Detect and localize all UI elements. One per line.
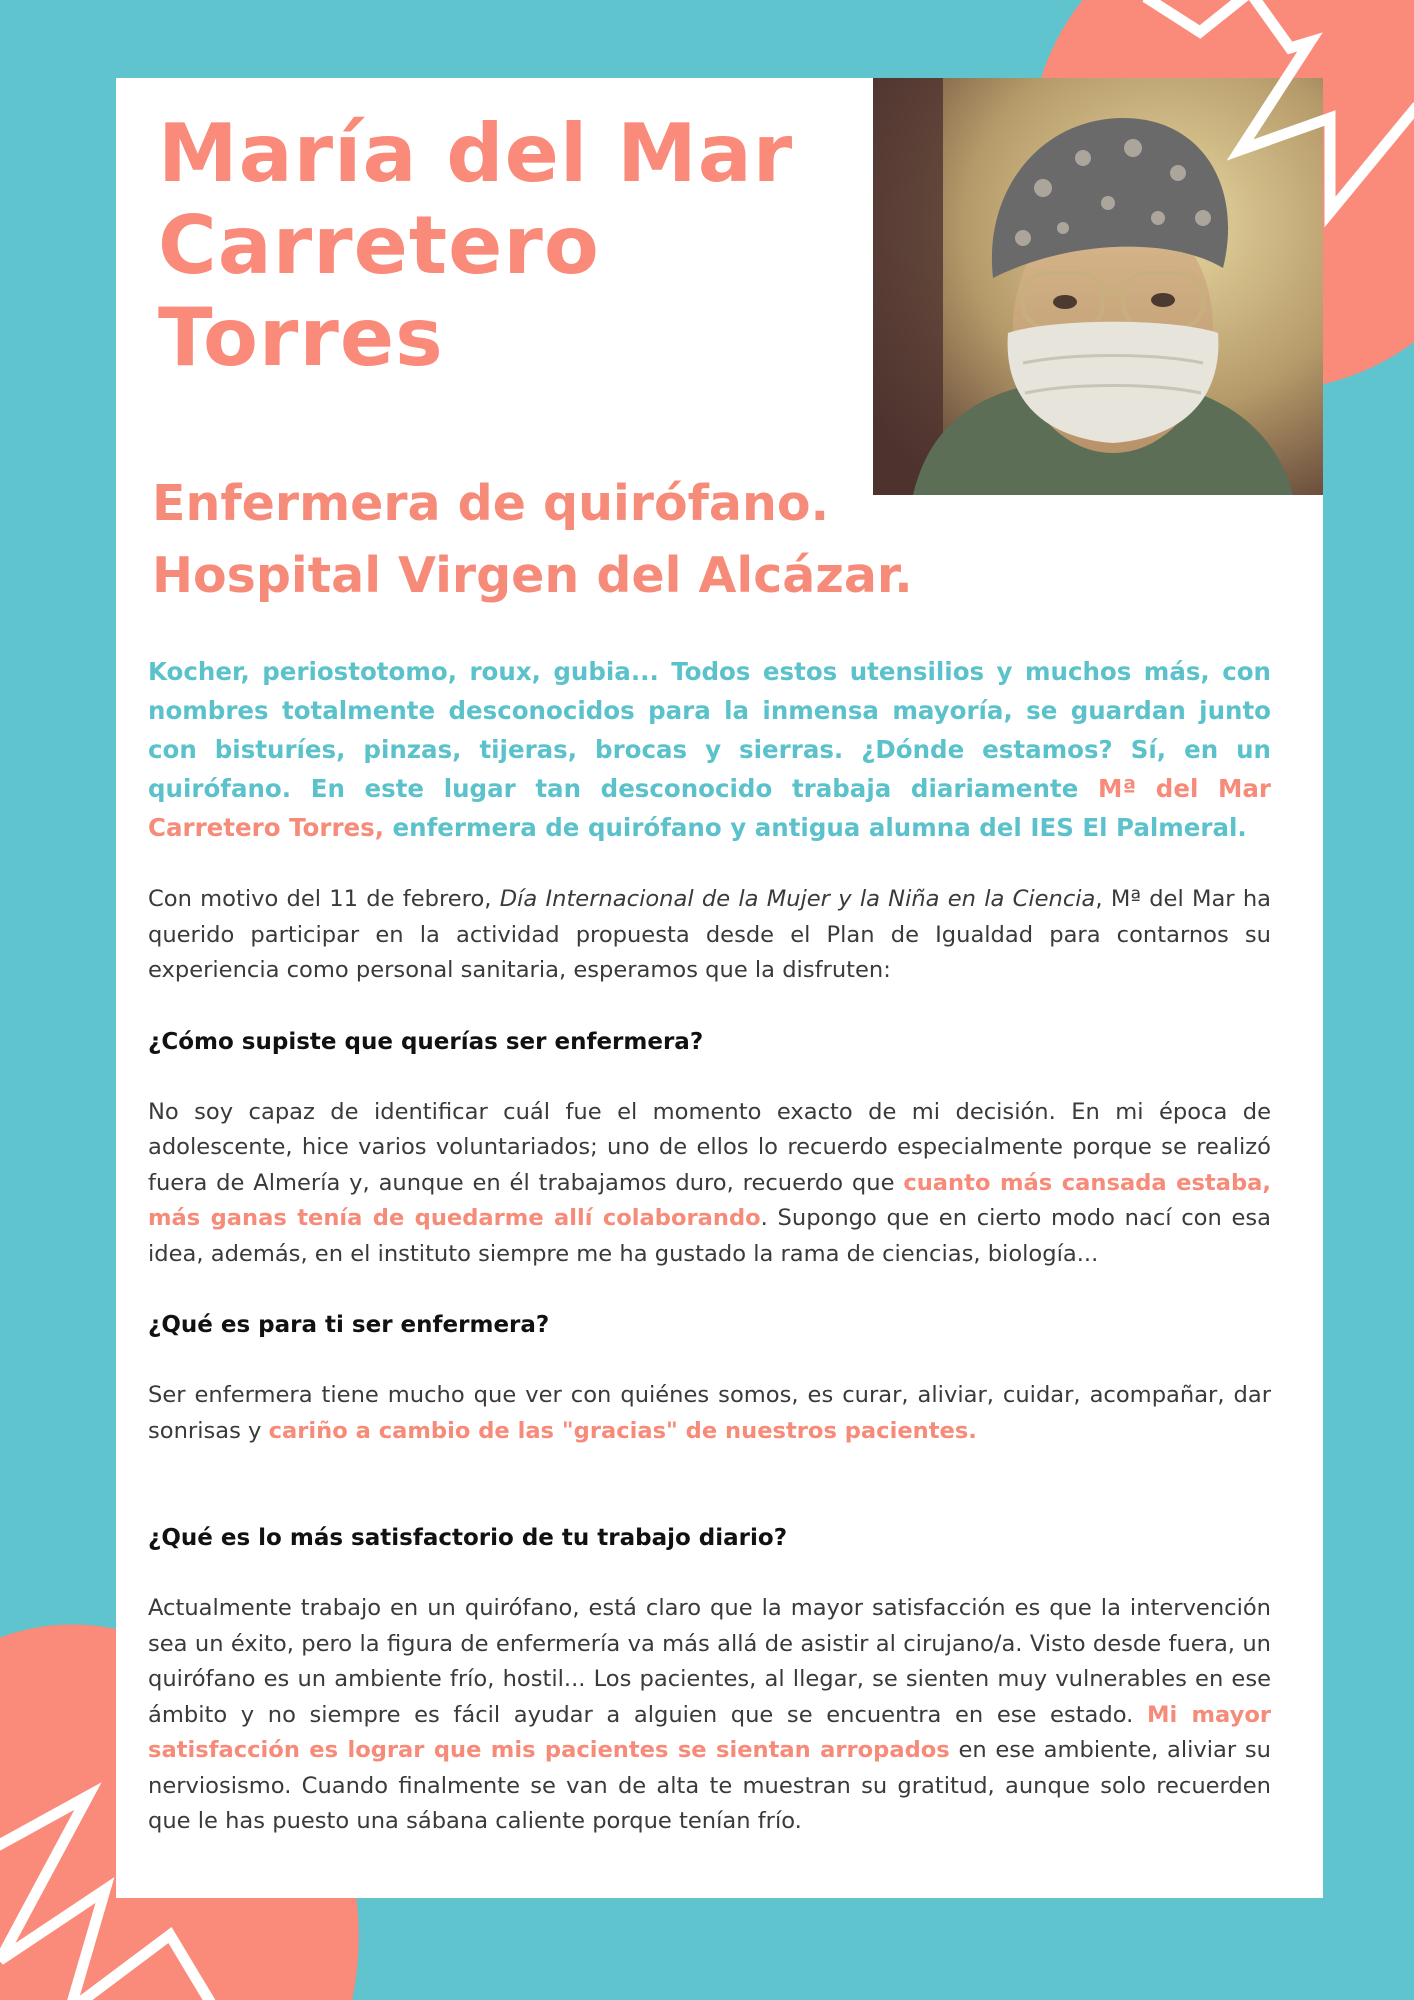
answer-3 (148, 1591, 1271, 1840)
person-name (158, 108, 858, 384)
name-line-2: Carretero (158, 199, 600, 292)
subtitle-line-1: Enfermera de quirófano. (152, 475, 830, 532)
answer-2 (148, 1378, 1271, 1449)
job-subtitle (152, 468, 1272, 612)
intro-highlight: Mª del Mar Carretero Torres, (148, 774, 1271, 842)
answer-2-highlight: cariño a cambio de las "gracias" de nuestros pacientes. (268, 1417, 977, 1444)
name-line-3: Torres (158, 291, 444, 384)
intro-text-2: enfermera de quirófano y antigua alumna del IES El Palmeral. (384, 813, 1247, 842)
context-paragraph (148, 882, 1271, 989)
question-3: ¿Qué es lo más satisfactorio de tu trabajo diario? (148, 1525, 788, 1551)
question-2: ¿Qué es para ti ser enfermera? (148, 1312, 550, 1338)
intro-text-1: Kocher, periostotomo, roux, gubia... Todos estos utensilios y muchos más, con nombres totalmente desconocidos para la inmensa mayoría, se guardan junto con bisturíes, pinzas, tijeras, brocas y sierras. ¿Dónde estamos? Sí, en un quirófano. En este lugar tan desconocido trabaja diariamente (148, 657, 1271, 803)
answer-3-text-2: en ese ambiente, aliviar su nerviosismo. Cuando finalmente se van de alta te muestran su gratitud, aunque solo recuerden que le has puesto una sábana caliente porque tenían frío. (148, 1737, 1271, 1834)
context-italic: Día Internacional de la Mujer y la Niña en la Ciencia (499, 886, 1096, 912)
content-card (116, 78, 1323, 1898)
answer-1-text-2: . Supongo que en cierto modo nací con esa idea, además, en el instituto siempre me ha gustado la rama de ciencias, biología... (148, 1205, 1271, 1267)
portrait-photo-icon (873, 78, 1323, 495)
context-text-1: Con motivo del 11 de febrero, (148, 886, 500, 912)
subtitle-line-2: Hospital Virgen del Alcázar. (152, 547, 913, 604)
answer-1 (148, 1095, 1271, 1273)
portrait-photo (873, 78, 1323, 495)
name-line-1: María del Mar (158, 107, 794, 200)
context-text-2: , Mª del Mar ha querido participar en la actividad propuesta desde el Plan de Igualdad para contarnos su experiencia como personal sanitaria, esperamos que la disfruten: (148, 886, 1271, 983)
intro-paragraph (148, 652, 1271, 847)
answer-3-text-1: Actualmente trabajo en un quirófano, está claro que la mayor satisfacción es que la intervención sea un éxito, pero la figura de enfermería va más allá de asistir al cirujano/a. Visto desde fuera, un quirófano es un ambiente frío, hostil... Los pacientes, al llegar, se sienten muy vulnerables en ese ámbito y no siempre es fácil ayudar a alguien que se encuentra en ese estado. (148, 1595, 1271, 1728)
answer-3-highlight: Mi mayor satisfacción es lograr que mis pacientes se sientan arropados (148, 1701, 1271, 1763)
article-body (148, 652, 1271, 1840)
answer-2-text-1: Ser enfermera tiene mucho que ver con quiénes somos, es curar, aliviar, cuidar, acompañar, dar sonrisas y (148, 1382, 1271, 1444)
answer-1-text-1: No soy capaz de identificar cuál fue el momento exacto de mi decisión. En mi época de adolescente, hice varios voluntariados; uno de ellos lo recuerdo especialmente porque se realizó fuera de Almería y, aunque en él trabajamos duro, recuerdo que (148, 1098, 1271, 1196)
question-1: ¿Cómo supiste que querías ser enfermera? (148, 1028, 704, 1055)
answer-1-highlight: cuanto más cansada estaba, más ganas tenía de quedarme allí colaborando (148, 1169, 1271, 1231)
